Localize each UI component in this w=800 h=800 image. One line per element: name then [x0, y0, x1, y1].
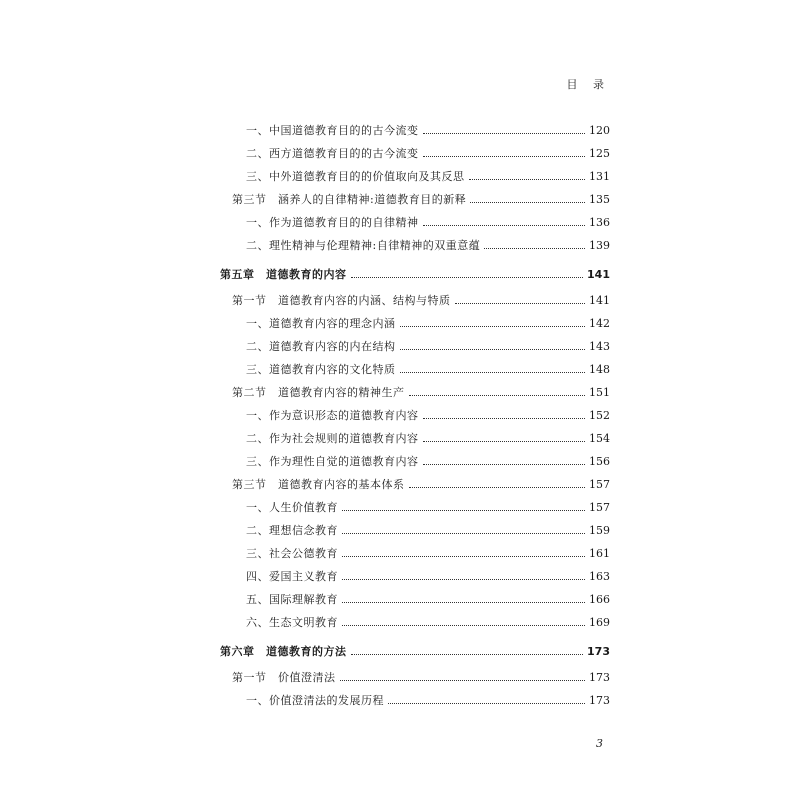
- dot-leader: [340, 678, 586, 681]
- toc-entry-page: 139: [589, 238, 610, 252]
- toc-entry-title: 第一节 价值澄清法: [232, 671, 336, 684]
- dot-leader: [351, 652, 584, 655]
- toc-entry-page: 159: [589, 523, 610, 537]
- toc-item-row: [220, 235, 610, 255]
- toc-entry-title: 一、道德教育内容的理念内涵: [246, 317, 396, 330]
- dot-leader: [484, 246, 585, 249]
- toc-entry-title: 第一节 道德教育内容的内涵、结构与特质: [232, 294, 451, 307]
- toc-entry-page: 131: [589, 169, 610, 183]
- toc-section-row: [220, 474, 610, 494]
- toc-item-row: [220, 212, 610, 232]
- toc-entry-page: 125: [589, 146, 610, 160]
- running-head: 目 录: [566, 78, 610, 91]
- toc-entry-title: 一、人生价值教育: [246, 501, 338, 514]
- dot-leader: [423, 439, 586, 442]
- toc-entry-page: 157: [589, 477, 610, 491]
- dot-leader: [409, 485, 586, 488]
- toc-entry-title: 六、生态文明教育: [246, 616, 338, 629]
- dot-leader: [423, 223, 586, 226]
- toc-item-row: [220, 566, 610, 586]
- dot-leader: [470, 200, 585, 203]
- toc-entry-page: 141: [587, 267, 610, 281]
- toc-item-row: [220, 520, 610, 540]
- toc-entry-title: 第五章 道德教育的内容: [220, 268, 347, 281]
- toc-entry-page: 169: [589, 615, 610, 629]
- toc-entry-page: 173: [587, 644, 610, 658]
- dot-leader: [469, 177, 586, 180]
- toc-entry-title: 一、作为道德教育目的的自律精神: [246, 216, 419, 229]
- toc-entry-title: 二、理性精神与伦理精神:自律精神的双重意蕴: [246, 239, 481, 252]
- toc-entry-page: 142: [589, 316, 610, 330]
- dot-leader: [400, 324, 586, 327]
- toc-entry-page: 166: [589, 592, 610, 606]
- toc-entry-page: 141: [589, 293, 610, 307]
- toc-item-row: [220, 336, 610, 356]
- toc-entry-title: 二、理想信念教育: [246, 524, 338, 537]
- dot-leader: [342, 531, 585, 534]
- toc-item-row: [220, 120, 610, 140]
- page-number: 3: [596, 737, 603, 750]
- toc-entry-title: 三、社会公德教育: [246, 547, 338, 560]
- toc-entry-title: 三、道德教育内容的文化特质: [246, 363, 396, 376]
- toc-entry-title: 一、中国道德教育目的的古今流变: [246, 124, 419, 137]
- toc-entry-page: 135: [589, 192, 610, 206]
- toc-entry-page: 156: [589, 454, 610, 468]
- toc-section-row: [220, 382, 610, 402]
- toc-item-row: [220, 428, 610, 448]
- toc-entry-title: 二、道德教育内容的内在结构: [246, 340, 396, 353]
- toc-entry-title: 四、爱国主义教育: [246, 570, 338, 583]
- dot-leader: [423, 131, 586, 134]
- toc-item-row: [220, 313, 610, 333]
- toc-entry-title: 三、作为理性自觉的道德教育内容: [246, 455, 419, 468]
- toc-item-row: [220, 451, 610, 471]
- toc-chapter-row: [220, 641, 610, 661]
- toc-entry-title: 第三节 道德教育内容的基本体系: [232, 478, 405, 491]
- dot-leader: [409, 393, 586, 396]
- toc-entry-title: 第六章 道德教育的方法: [220, 645, 347, 658]
- dot-leader: [342, 600, 585, 603]
- toc-entry-title: 第三节 涵养人的自律精神:道德教育目的新释: [232, 193, 467, 206]
- toc-item-row: [220, 690, 610, 710]
- dot-leader: [423, 416, 586, 419]
- toc-entry-page: 173: [589, 693, 610, 707]
- toc-entry-page: 163: [589, 569, 610, 583]
- toc-entry-page: 152: [589, 408, 610, 422]
- toc-item-row: [220, 359, 610, 379]
- toc-entry-page: 154: [589, 431, 610, 445]
- toc-entry-page: 120: [589, 123, 610, 137]
- dot-leader: [423, 154, 586, 157]
- dot-leader: [351, 275, 584, 278]
- dot-leader: [388, 701, 585, 704]
- toc-entry-title: 五、国际理解教育: [246, 593, 338, 606]
- toc-entry-page: 143: [589, 339, 610, 353]
- dot-leader: [342, 508, 585, 511]
- toc-item-row: [220, 589, 610, 609]
- toc-entry-title: 二、西方道德教育目的的古今流变: [246, 147, 419, 160]
- toc-entry-page: 161: [589, 546, 610, 560]
- dot-leader: [423, 462, 586, 465]
- dot-leader: [455, 301, 586, 304]
- toc-entry-title: 一、价值澄清法的发展历程: [246, 694, 384, 707]
- dot-leader: [342, 577, 585, 580]
- toc-entry-page: 157: [589, 500, 610, 514]
- toc-entry-title: 一、作为意识形态的道德教育内容: [246, 409, 419, 422]
- toc-item-row: [220, 612, 610, 632]
- toc-entry-title: 三、中外道德教育目的的价值取向及其反思: [246, 170, 465, 183]
- dot-leader: [342, 623, 585, 626]
- toc-entry-page: 151: [589, 385, 610, 399]
- toc-item-row: [220, 497, 610, 517]
- toc-item-row: [220, 166, 610, 186]
- toc-entry-page: 136: [589, 215, 610, 229]
- toc-entry-page: 148: [589, 362, 610, 376]
- toc-entry-page: 173: [589, 670, 610, 684]
- toc-entry-title: 二、作为社会规则的道德教育内容: [246, 432, 419, 445]
- toc-section-row: [220, 667, 610, 687]
- toc-chapter-row: [220, 264, 610, 284]
- toc-entry-title: 第二节 道德教育内容的精神生产: [232, 386, 405, 399]
- toc-item-row: [220, 405, 610, 425]
- toc-item-row: [220, 143, 610, 163]
- toc-section-row: [220, 189, 610, 209]
- dot-leader: [400, 347, 586, 350]
- toc-item-row: [220, 543, 610, 563]
- dot-leader: [400, 370, 586, 373]
- dot-leader: [342, 554, 585, 557]
- toc-section-row: [220, 290, 610, 310]
